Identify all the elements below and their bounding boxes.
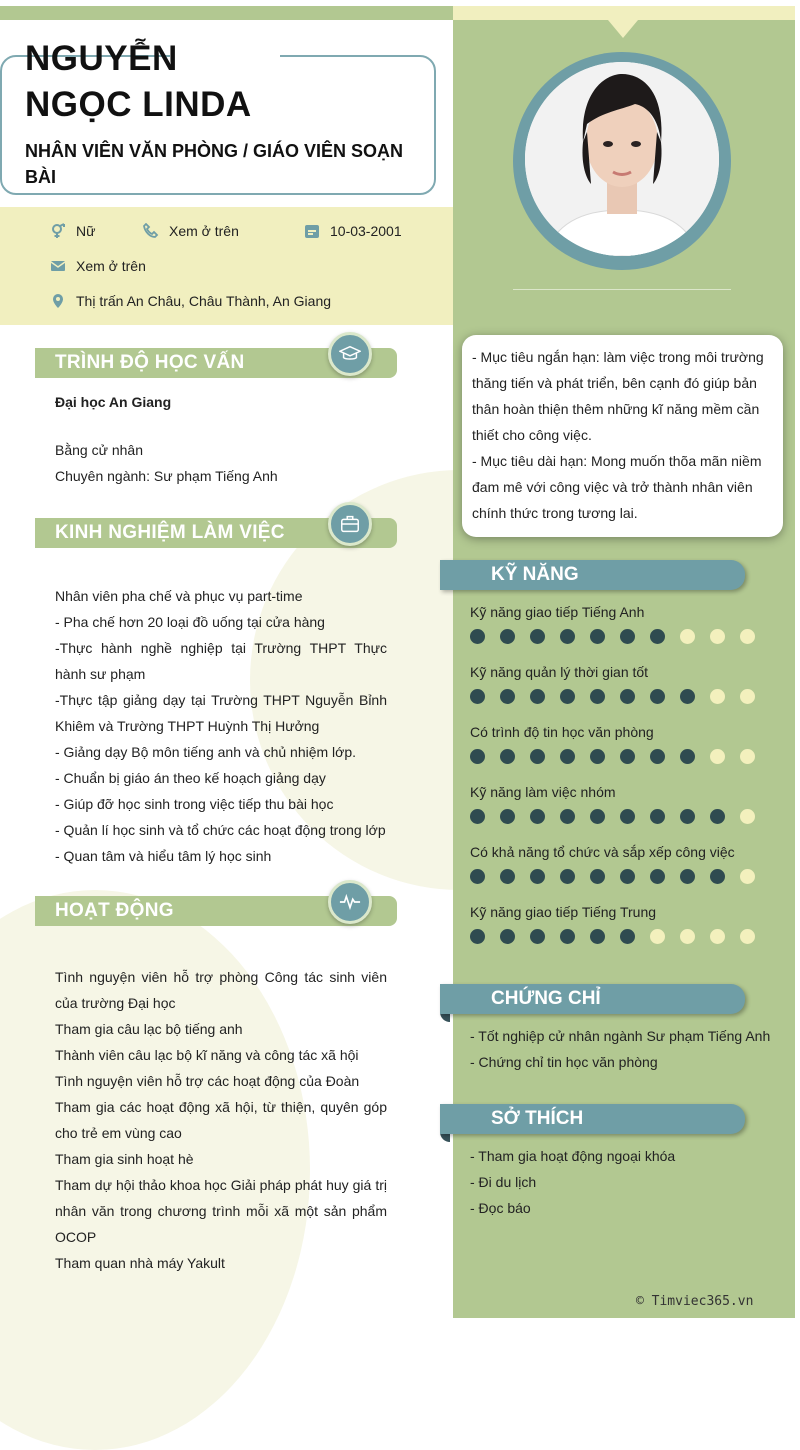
rating-dot-filled	[470, 869, 485, 884]
experience-line: - Quan tâm và hiểu tâm lý học sinh	[55, 848, 272, 864]
hobby-item: - Tham gia hoạt động ngoại khóa	[470, 1148, 676, 1164]
certificates-list	[470, 1023, 770, 1075]
activity-line: Thành viên câu lạc bộ kĩ năng và công tác xã hội	[55, 1047, 359, 1063]
hobbies-heading: SỞ THÍCH	[491, 1108, 584, 1129]
rating-dot-filled	[530, 809, 545, 824]
activity-line: Tham gia câu lạc bộ tiếng anh	[55, 1021, 243, 1037]
rating-dot-filled	[710, 809, 725, 824]
rating-dot-filled	[560, 689, 575, 704]
name-line: NGUYỄN	[25, 39, 178, 78]
rating-dot-filled	[680, 809, 695, 824]
skill-rating	[470, 749, 770, 764]
skill-rating	[470, 629, 770, 644]
experience-line: - Chuẩn bị giáo án theo kế hoạch giảng dạy	[55, 770, 326, 786]
rating-dot-empty	[740, 629, 755, 644]
activity-line: Tham dự hội thảo khoa học Giải pháp phát huy giá trị nhân văn trong chương trình mỗi xã một sản phẩm OCOP	[55, 1177, 387, 1245]
rating-dot-filled	[560, 929, 575, 944]
rating-dot-filled	[590, 629, 605, 644]
rating-dot-empty	[710, 689, 725, 704]
rating-dot-empty	[740, 869, 755, 884]
skill-rating	[470, 929, 770, 944]
skills-heading: KỸ NĂNG	[491, 564, 579, 585]
experience-line: Nhân viên pha chế và phục vụ part-time	[55, 588, 303, 604]
mail-icon	[50, 258, 66, 274]
skill-rating	[470, 869, 770, 884]
skill-rating	[470, 809, 770, 824]
rating-dot-filled	[470, 749, 485, 764]
email-text: Xem ở trên	[76, 258, 146, 274]
rating-dot-filled	[590, 869, 605, 884]
rating-dot-filled	[530, 629, 545, 644]
experience-header	[35, 518, 397, 548]
experience-line: - Giúp đỡ học sinh trong việc tiếp thu bài học	[55, 796, 334, 812]
education-header	[35, 348, 397, 378]
rating-dot-filled	[680, 749, 695, 764]
certificate-item: - Chứng chỉ tin học văn phòng	[470, 1054, 658, 1070]
rating-dot-empty	[710, 929, 725, 944]
activity-line: Tình nguyện viên hỗ trợ các hoạt động của Đoàn	[55, 1073, 360, 1089]
long-term-goal: - Mục tiêu dài hạn: Mong muốn thõa mãn niềm đam mê với công việc và trở thành nhân viên chính thức trong tương lai.	[472, 453, 762, 521]
rating-dot-empty	[680, 629, 695, 644]
contact-info-block	[0, 207, 453, 325]
top-decor-bar-right	[453, 6, 795, 20]
activity-line: Tình nguyện viên hỗ trợ phòng Công tác sinh viên của trường Đại học	[55, 969, 387, 1011]
rating-dot-filled	[680, 869, 695, 884]
gender-text: Nữ	[76, 223, 96, 239]
activity-line: Tham quan nhà máy Yakult	[55, 1255, 225, 1271]
rating-dot-filled	[530, 749, 545, 764]
rating-dot-empty	[740, 809, 755, 824]
experience-heading: KINH NGHIỆM LÀM VIỆC	[55, 522, 285, 543]
rating-dot-filled	[470, 629, 485, 644]
rating-dot-filled	[470, 689, 485, 704]
rating-dot-filled	[590, 689, 605, 704]
rating-dot-empty	[740, 749, 755, 764]
rating-dot-filled	[500, 929, 515, 944]
rating-dot-filled	[500, 629, 515, 644]
graduation-cap-icon	[328, 332, 372, 376]
footer-watermark: © Timviec365.vn	[636, 1294, 754, 1309]
birthday-text: 10-03-2001	[330, 223, 402, 239]
skill-name: Kỹ năng giao tiếp Tiếng Trung	[470, 904, 657, 920]
top-decor-bar-left	[0, 6, 453, 20]
skill-rating	[470, 689, 770, 704]
contact-address	[50, 293, 331, 309]
calendar-icon	[304, 223, 320, 239]
rating-dot-filled	[590, 809, 605, 824]
contact-birthday	[304, 223, 402, 239]
divider	[513, 289, 731, 290]
experience-content	[55, 583, 387, 869]
experience-line: - Quản lí học sinh và tổ chức các hoạt động trong lớp	[55, 822, 386, 838]
rating-dot-filled	[530, 929, 545, 944]
activity-line: Tham gia sinh hoạt hè	[55, 1151, 194, 1167]
certificates-header	[440, 984, 745, 1014]
gender-icon	[50, 223, 66, 239]
degree: Bằng cử nhân	[55, 442, 143, 458]
rating-dot-filled	[650, 749, 665, 764]
rating-dot-empty	[650, 929, 665, 944]
rating-dot-filled	[620, 629, 635, 644]
rating-dot-filled	[470, 929, 485, 944]
rating-dot-filled	[500, 689, 515, 704]
rating-dot-filled	[620, 929, 635, 944]
rating-dot-empty	[740, 929, 755, 944]
rating-dot-filled	[620, 809, 635, 824]
skill-name: Có khả năng tổ chức và sắp xếp công việc	[470, 844, 735, 860]
skill-name: Kỹ năng giao tiếp Tiếng Anh	[470, 604, 645, 620]
rating-dot-empty	[710, 629, 725, 644]
education-content	[55, 389, 415, 489]
rating-dot-filled	[500, 809, 515, 824]
phone-text: Xem ở trên	[169, 223, 239, 239]
hobby-item: - Đọc báo	[470, 1200, 531, 1216]
hobbies-header	[440, 1104, 745, 1134]
experience-line: - Giảng dạy Bộ môn tiếng anh và chủ nhiệm lớp.	[55, 744, 357, 760]
skill-name: Kỹ năng quản lý thời gian tốt	[470, 664, 649, 680]
rating-dot-filled	[620, 869, 635, 884]
briefcase-icon	[328, 502, 372, 546]
skill-name: Kỹ năng làm việc nhóm	[470, 784, 616, 800]
major: Chuyên ngành: Sư phạm Tiếng Anh	[55, 468, 278, 484]
rating-dot-filled	[560, 869, 575, 884]
rating-dot-filled	[650, 809, 665, 824]
hobbies-list	[470, 1143, 675, 1221]
activities-content	[55, 964, 387, 1276]
rating-dot-filled	[500, 749, 515, 764]
rating-dot-filled	[650, 689, 665, 704]
location-icon	[50, 293, 66, 309]
name-line: NGỌC LINDA	[25, 85, 252, 124]
short-term-goal: - Mục tiêu ngắn hạn: làm việc trong môi trường thăng tiến và phát triển, bên cạnh đó giúp bản thân hoàn thiện thêm những kĩ năng mềm cần thiết cho công việc.	[472, 349, 764, 443]
experience-line: -Thực hành nghề nghiệp tại Trường THPT Thực hành sư phạm	[55, 640, 387, 682]
activities-heading: HOẠT ĐỘNG	[55, 900, 174, 921]
job-title-line: BÀI	[25, 167, 56, 187]
rating-dot-empty	[680, 929, 695, 944]
rating-dot-filled	[710, 869, 725, 884]
rating-dot-filled	[680, 689, 695, 704]
rating-dot-filled	[560, 629, 575, 644]
rating-dot-filled	[530, 869, 545, 884]
pulse-icon	[328, 880, 372, 924]
rating-dot-empty	[740, 689, 755, 704]
job-title	[25, 138, 405, 190]
phone-icon	[143, 223, 159, 239]
address-text: Thị trấn An Châu, Châu Thành, An Giang	[76, 293, 332, 309]
skills-header	[440, 560, 745, 590]
rating-dot-filled	[620, 749, 635, 764]
candidate-name	[25, 36, 355, 128]
activity-line: Tham gia các hoạt động xã hội, từ thiện, quyên góp cho trẻ em vùng cao	[55, 1099, 387, 1141]
activities-header	[35, 896, 397, 926]
contact-email	[50, 258, 146, 274]
education-heading: TRÌNH ĐỘ HỌC VẤN	[55, 352, 245, 373]
skill-name: Có trình độ tin học văn phòng	[470, 724, 654, 740]
rating-dot-filled	[500, 869, 515, 884]
decor-notch	[608, 20, 638, 38]
contact-phone	[143, 223, 239, 239]
job-title-line: NHÂN VIÊN VĂN PHÒNG / GIÁO VIÊN SOẠN	[25, 141, 404, 161]
rating-dot-filled	[620, 689, 635, 704]
rating-dot-filled	[590, 749, 605, 764]
certificate-item: - Tốt nghiệp cử nhân ngành Sư phạm Tiếng Anh	[470, 1028, 771, 1044]
certificates-heading: CHỨNG CHỈ	[491, 988, 601, 1009]
contact-gender	[50, 223, 95, 239]
career-objective-card	[462, 335, 783, 537]
rating-dot-empty	[710, 749, 725, 764]
portrait-image	[525, 62, 719, 256]
school-name: Đại học An Giang	[55, 394, 172, 410]
hobby-item: - Đi du lịch	[470, 1174, 537, 1190]
avatar	[525, 62, 719, 256]
experience-line: -Thực tập giảng dạy tại Trường THPT Nguyễn Bỉnh Khiêm và Trường THPT Huỳnh Thị Hưởng	[55, 692, 387, 734]
rating-dot-filled	[560, 749, 575, 764]
rating-dot-filled	[560, 809, 575, 824]
experience-line: - Pha chế hơn 20 loại đồ uống tại cửa hàng	[55, 614, 325, 630]
rating-dot-filled	[590, 929, 605, 944]
rating-dot-filled	[650, 869, 665, 884]
rating-dot-filled	[530, 689, 545, 704]
rating-dot-filled	[650, 629, 665, 644]
rating-dot-filled	[470, 809, 485, 824]
